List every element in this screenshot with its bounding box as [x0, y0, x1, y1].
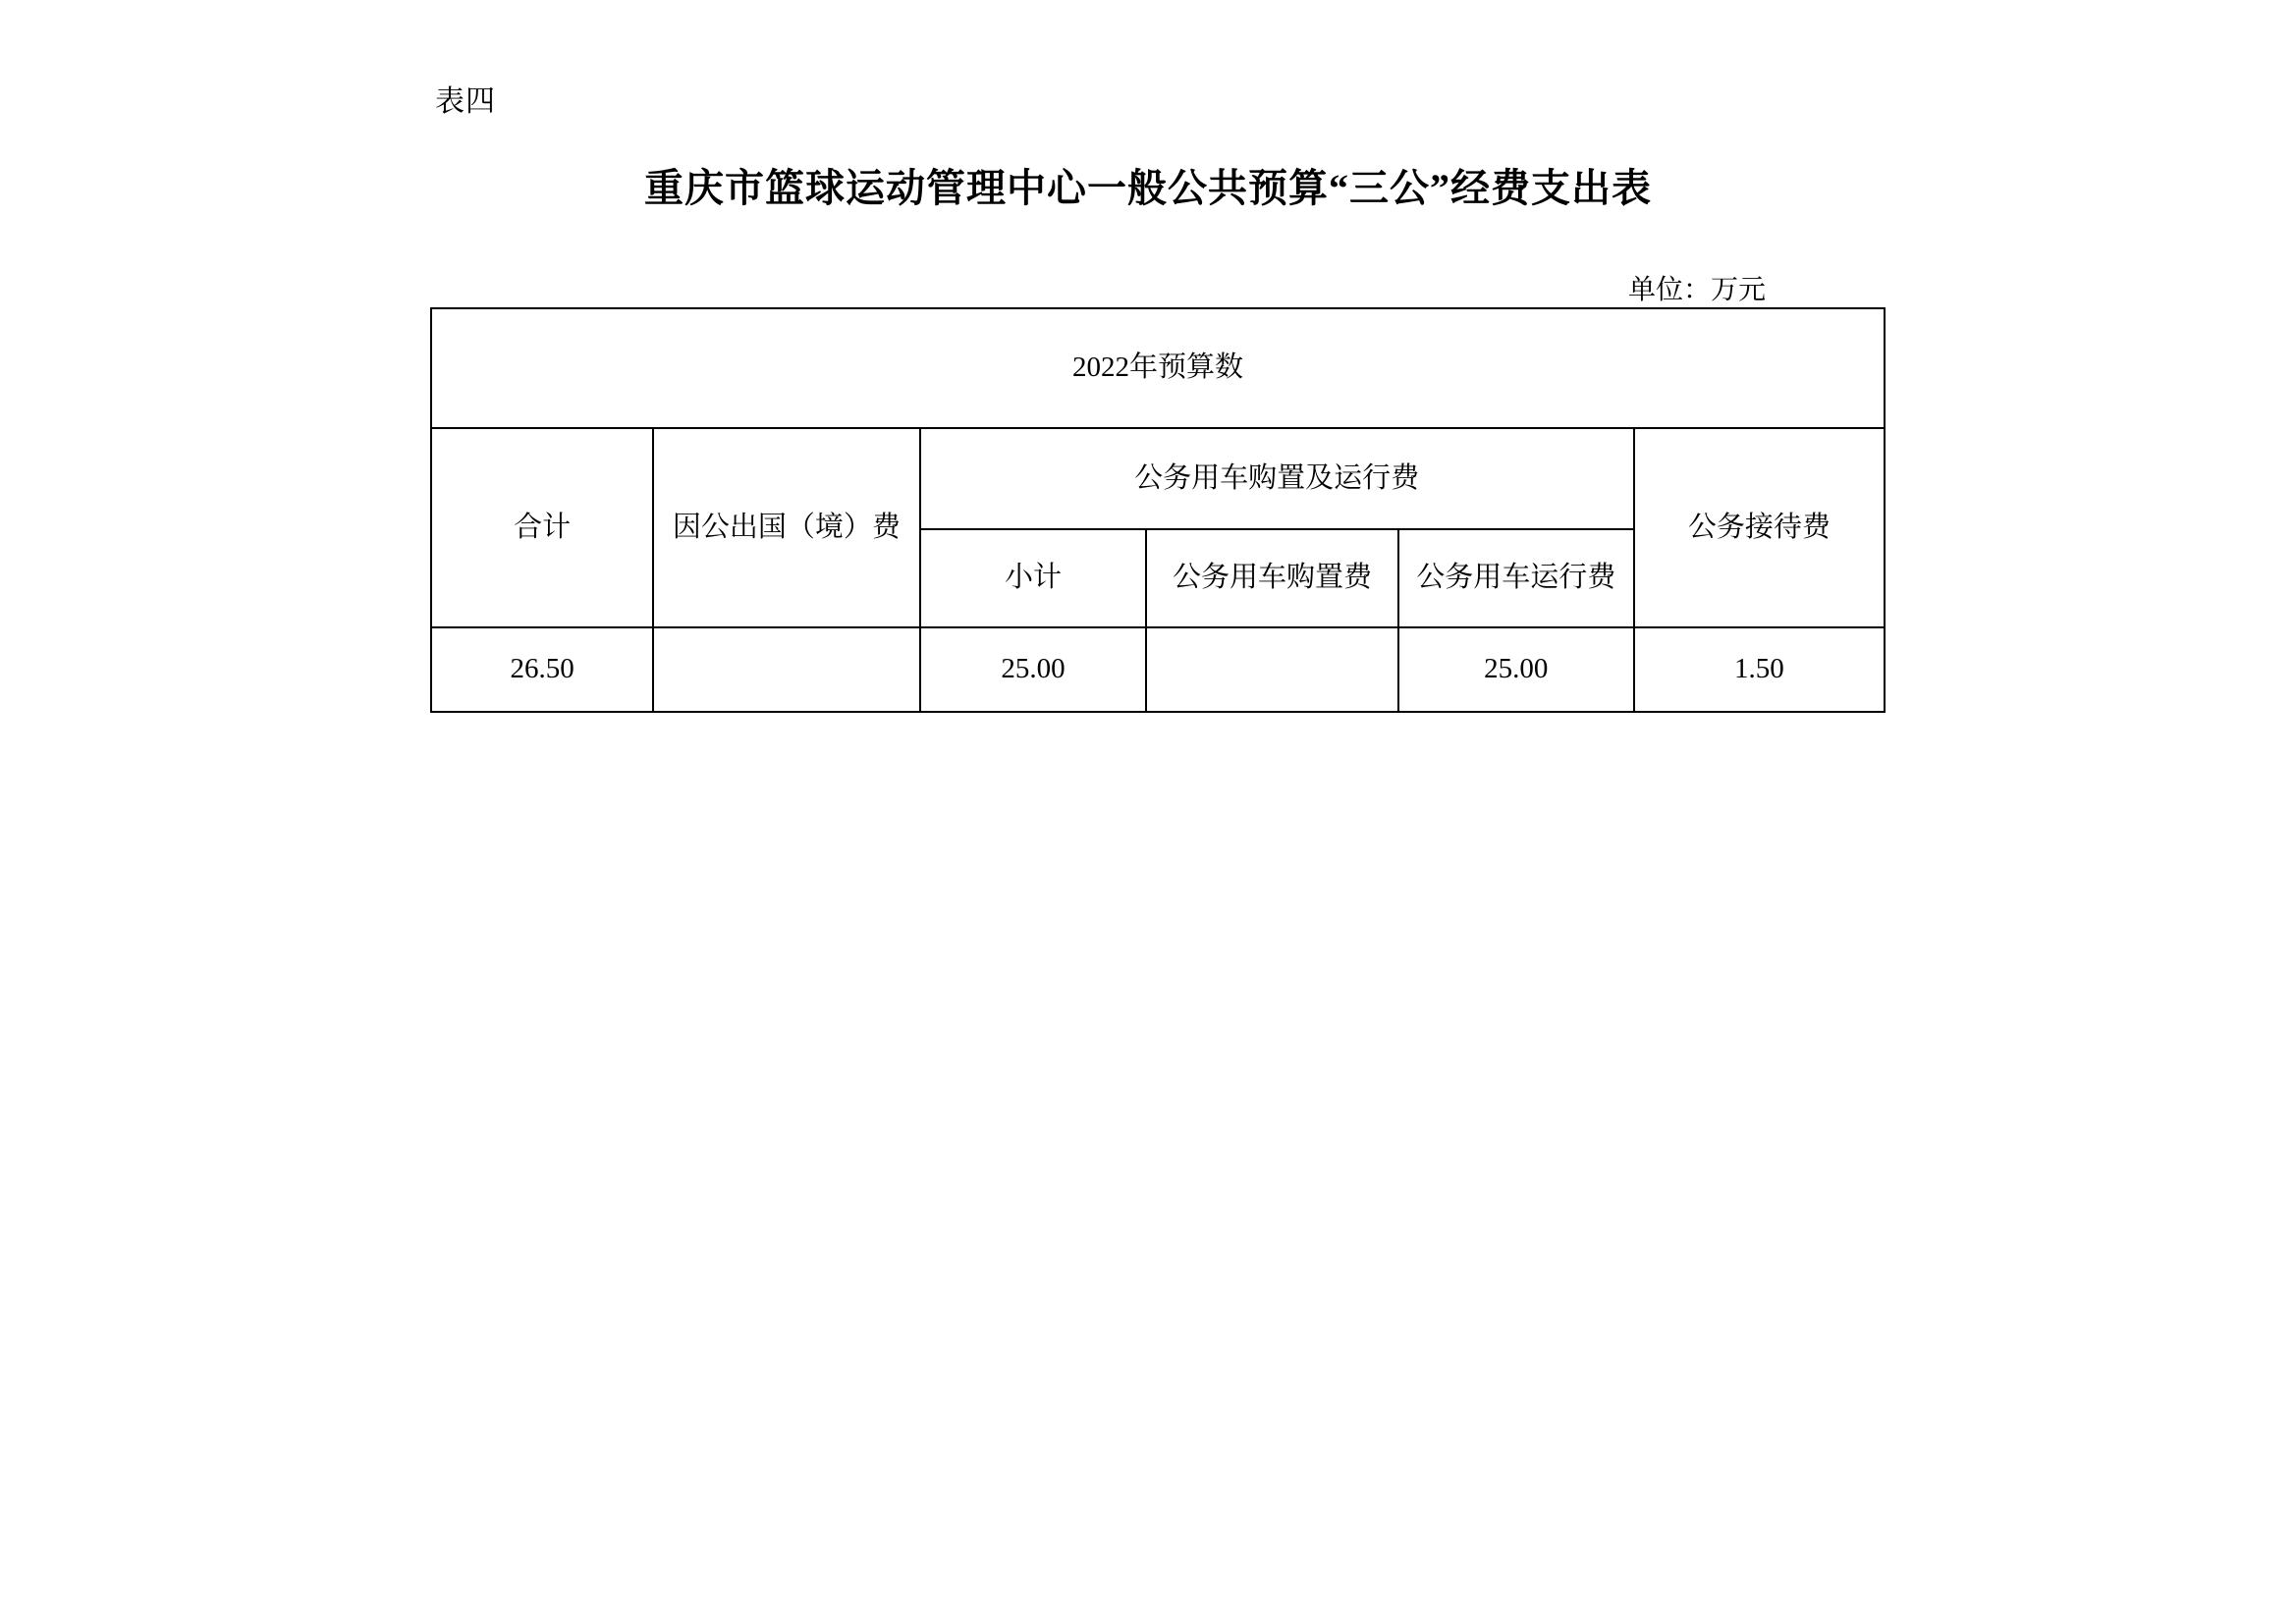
table-row-top-header: [431, 308, 1885, 428]
header-abroad: 因公出国（境）费: [653, 428, 919, 627]
value-total: 26.50: [431, 627, 653, 712]
value-vehicle-subtotal: 25.00: [920, 627, 1147, 712]
table-row: [431, 627, 1885, 712]
header-vehicle-group: 公务用车购置及运行费: [920, 428, 1634, 529]
sheet-label: 表四: [435, 85, 496, 118]
header-vehicle-operation: 公务用车运行费: [1398, 529, 1634, 627]
unit-note: 单位：万元: [1627, 275, 1766, 305]
header-reception: 公务接待费: [1634, 428, 1885, 627]
value-vehicle-operation: 25.00: [1398, 627, 1634, 712]
budget-table: [430, 307, 1886, 713]
header-vehicle-purchase: 公务用车购置费: [1146, 529, 1397, 627]
header-vehicle-subtotal: 小计: [920, 529, 1147, 627]
page-title: 重庆市篮球运动管理中心一般公共预算“三公”经费支出表: [644, 166, 1652, 210]
table-row-header-group: [431, 428, 1885, 529]
header-year-budget: 2022年预算数: [431, 308, 1885, 428]
value-reception: 1.50: [1634, 627, 1885, 712]
budget-table-container: [430, 307, 1886, 713]
value-vehicle-purchase: [1146, 627, 1397, 712]
header-total: 合计: [431, 428, 653, 627]
value-abroad: [653, 627, 919, 712]
